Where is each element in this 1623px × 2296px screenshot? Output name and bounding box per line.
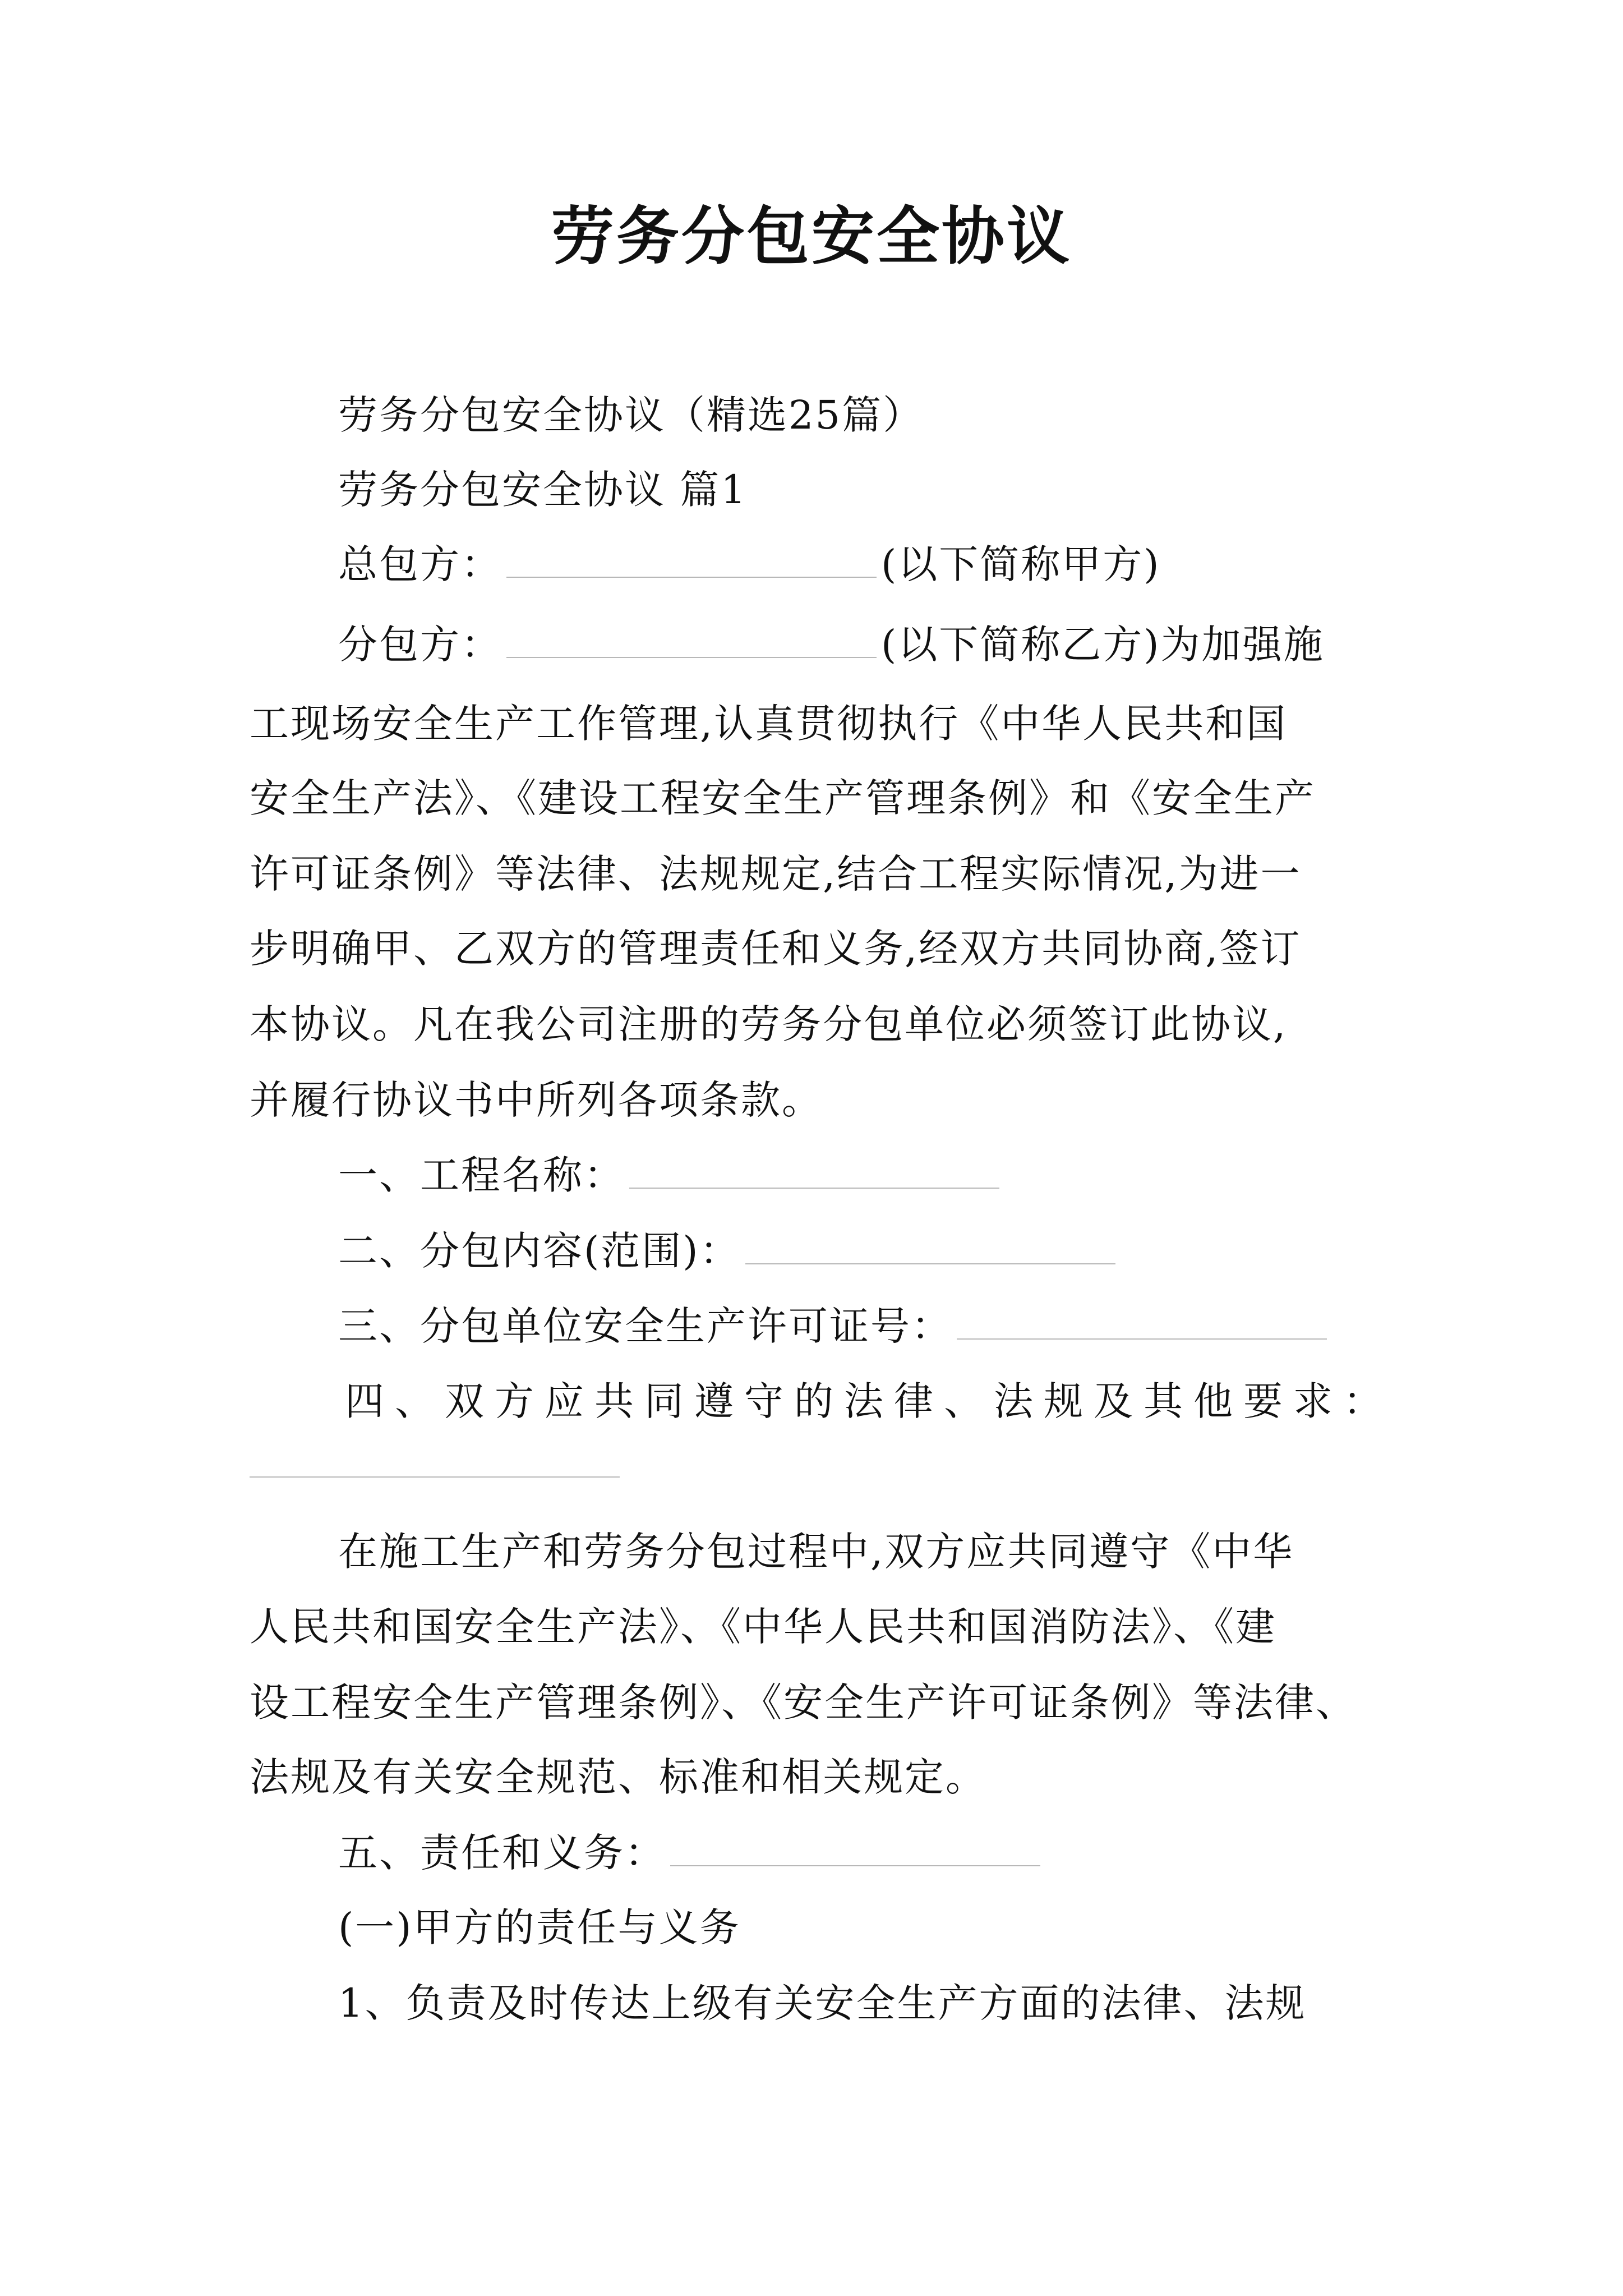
license-blank[interactable] (957, 1305, 1327, 1340)
party-b-label: 分包方： (338, 622, 502, 668)
intro-line: 安全生产法》、《建设工程安全生产管理条例》和《安全生产 (250, 775, 1316, 821)
scope-blank[interactable] (745, 1230, 1115, 1264)
intro-line: 并履行协议书中所列各项条款。 (250, 1077, 823, 1123)
party-a-label: 总包方： (338, 541, 502, 587)
document-title: 劳务分包安全协议 (551, 200, 1072, 273)
laws-line: 法规及有关安全规范、标准和相关规定。 (250, 1754, 986, 1800)
laws-line: 人民共和国安全生产法》、《中华人民共和国消防法》、《建 (250, 1604, 1276, 1650)
party-a-blank[interactable] (506, 543, 877, 578)
laws-line: 设工程安全生产管理条例》、《安全生产许可证条例》等法律、 (250, 1680, 1357, 1726)
duties-blank[interactable] (670, 1832, 1040, 1866)
intro-line: 许可证条例》等法律、法规规定,结合工程实际情况,为进一 (250, 851, 1302, 897)
party-a-line (338, 536, 1388, 592)
item-license-label: 三、分包单位安全生产许可证号： (338, 1303, 952, 1349)
item-project-name (338, 1147, 1388, 1203)
intro-line: 工现场安全生产工作管理,认真贯彻执行《中华人民共和国 (250, 701, 1288, 747)
project-name-blank[interactable] (629, 1154, 999, 1189)
item-laws-heading: 四、双方应共同遵守的法律、法规及其他要求： (345, 1378, 1393, 1424)
item-project-name-label: 一、工程名称： (338, 1152, 625, 1198)
section-a-heading: (一)甲方的责任与义务 (338, 1904, 741, 1950)
laws-blank[interactable] (250, 1476, 620, 1478)
party-b-blank[interactable] (506, 623, 877, 658)
item-duties-label: 五、责任和义务： (338, 1830, 666, 1876)
intro-line: 步明确甲、乙双方的管理责任和义务,经双方共同协商,签订 (250, 926, 1302, 972)
party-b-suffix: (以下简称乙方)为加强施 (881, 622, 1325, 668)
party-b-line (338, 616, 1388, 673)
document-subtitle: 劳务分包安全协议（精选25篇） (338, 392, 924, 438)
clause-1: 1、负责及时传达上级有关安全生产方面的法律、法规 (338, 1980, 1307, 2026)
item-duties (338, 1825, 1388, 1881)
party-a-suffix: (以下简称甲方) (881, 541, 1161, 587)
intro-line: 本协议。凡在我公司注册的劳务分包单位必须签订此协议, (250, 1001, 1288, 1047)
item-scope (338, 1223, 1388, 1279)
chapter-heading: 劳务分包安全协议 篇1 (338, 467, 748, 513)
item-scope-label: 二、分包内容(范围)： (338, 1228, 741, 1274)
laws-line: 在施工生产和劳务分包过程中,双方应共同遵守《中华 (338, 1529, 1294, 1575)
item-license (338, 1298, 1388, 1354)
